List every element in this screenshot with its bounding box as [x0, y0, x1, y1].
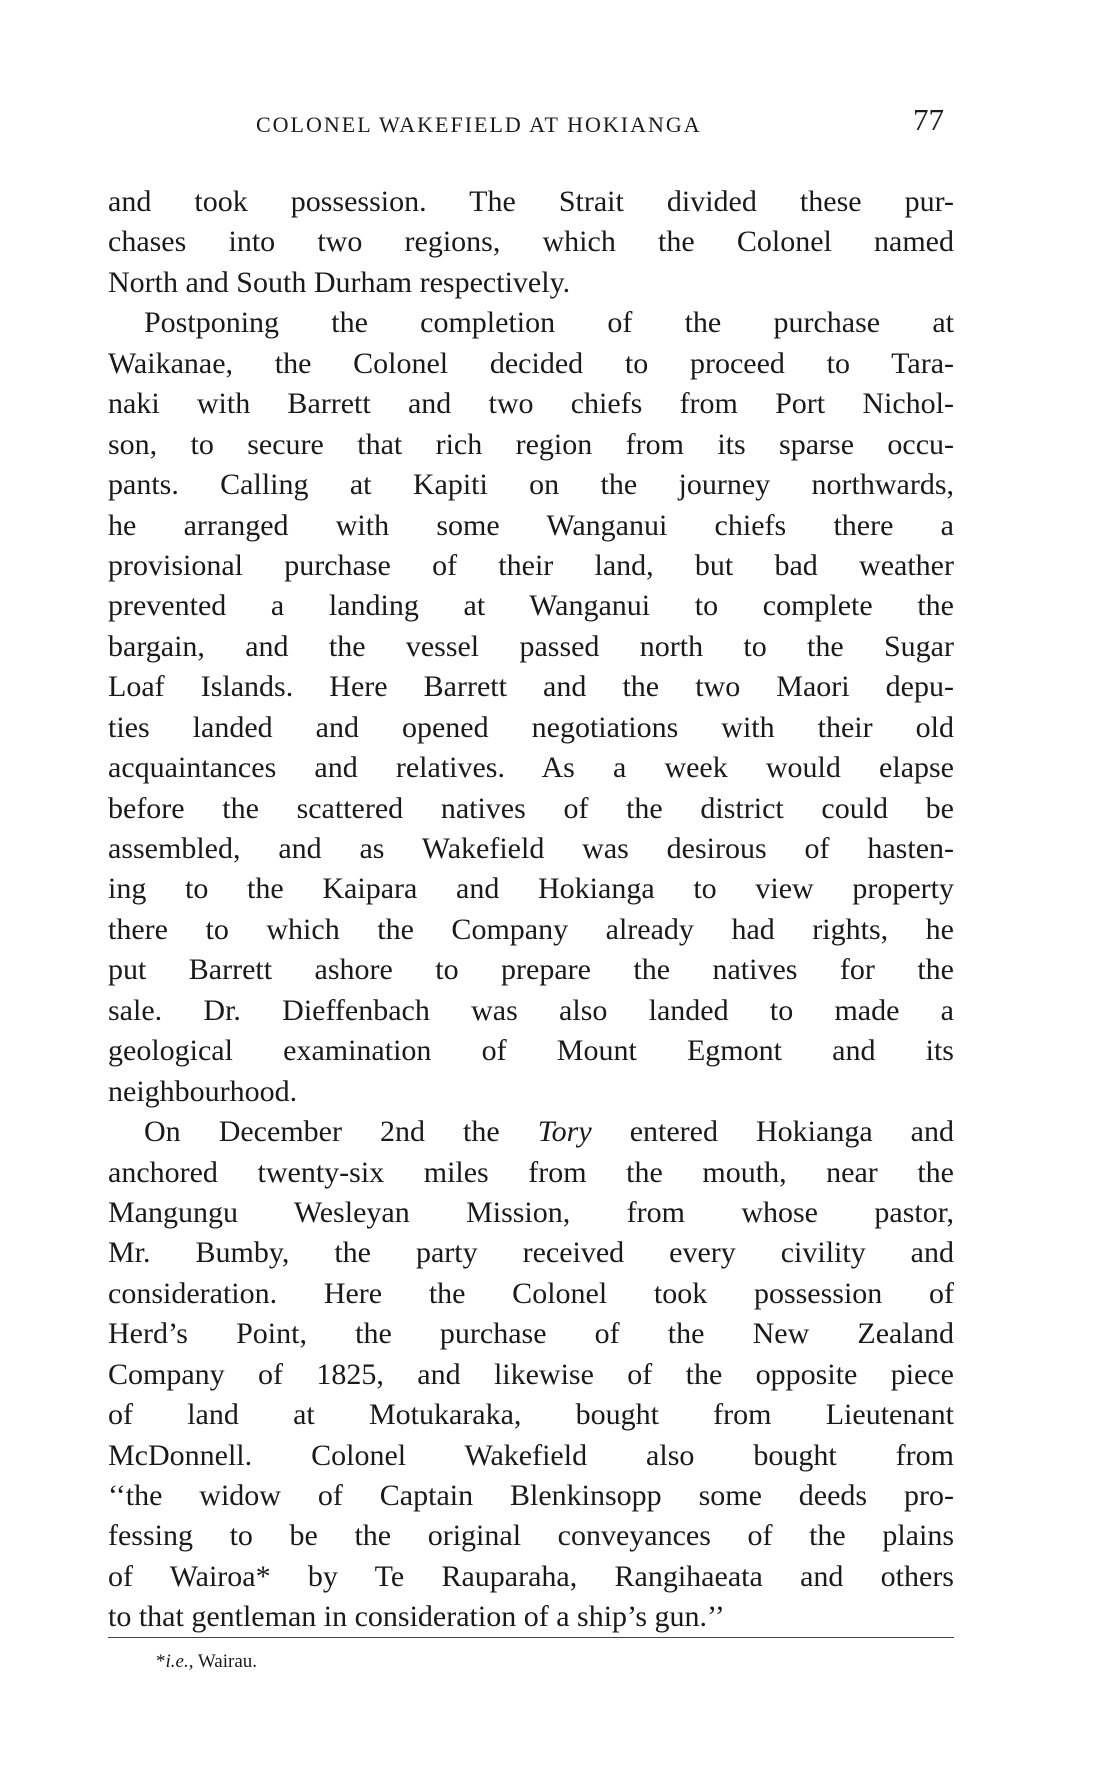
footnote-abbreviation: i.e.,: [165, 1651, 194, 1672]
text-line: geological examination of Mount Egmont and its: [108, 1034, 954, 1068]
text-line: put Barrett ashore to prepare the natives for the: [108, 953, 954, 987]
text-line: chases into two regions, which the Colonel named: [108, 225, 954, 259]
text-line: ties landed and opened negotiations with their old: [108, 710, 954, 744]
text-line: provisional purchase of their land, but bad weather: [108, 548, 954, 582]
text-fragment: entered Hokianga and: [591, 1115, 954, 1149]
text-line: Herd’s Point, the purchase of the New Zealand: [108, 1317, 954, 1351]
text-line: of land at Motukaraka, bought from Lieutenant: [108, 1398, 954, 1432]
text-line: anchored twenty-six miles from the mouth, near the: [108, 1155, 954, 1189]
text-line: Loaf Islands. Here Barrett and the two Maori depu-: [108, 670, 954, 704]
text-line: consideration. Here the Colonel took possession of: [108, 1276, 954, 1310]
text-line: pants. Calling at Kapiti on the journey northwards,: [108, 468, 954, 502]
text-line: Postponing the completion of the purchase at: [144, 306, 954, 340]
page-number: 77: [913, 102, 944, 137]
text-line: he arranged with some Wanganui chiefs there a: [108, 508, 954, 542]
text-line: McDonnell. Colonel Wakefield also bought from: [108, 1438, 954, 1472]
text-line: ing to the Kaipara and Hokianga to view property: [108, 872, 954, 906]
text-line: Company of 1825, and likewise of the opposite piece: [108, 1357, 954, 1391]
text-line: of Wairoa* by Te Rauparaha, Rangihaeata and others: [108, 1559, 954, 1593]
footnote-rule: [108, 1637, 954, 1638]
text-line: before the scattered natives of the district could be: [108, 791, 954, 825]
text-line: assembled, and as Wakefield was desirous of hasten-: [108, 832, 954, 865]
text-line: there to which the Company already had rights, he: [108, 912, 954, 946]
footnote-marker: *: [156, 1651, 166, 1672]
text-line: sale. Dr. Dieffenbach was also landed to made a: [108, 993, 954, 1027]
text-line: son, to secure that rich region from its sparse occu-: [108, 427, 954, 461]
running-head: [108, 102, 958, 142]
footnote-text: Wairau.: [193, 1651, 258, 1672]
text-line: North and South Durham respectively.: [108, 265, 571, 299]
text-line: fessing to be the original conveyances of the plains: [108, 1519, 954, 1553]
body-text: [108, 182, 954, 1638]
text-line: neighbourhood.: [108, 1074, 298, 1108]
text-line: acquaintances and relatives. As a week would elapse: [108, 751, 954, 785]
footnote: [156, 1651, 257, 1673]
text-line: and took possession. The Strait divided these pur-: [108, 185, 954, 218]
text-line: [108, 1112, 954, 1152]
text-line: bargain, and the vessel passed north to the Sugar: [108, 629, 954, 663]
text-line: naki with Barrett and two chiefs from Port Nichol-: [108, 387, 954, 421]
text-line: Mr. Bumby, the party received every civility and: [108, 1236, 954, 1270]
text-line: Mangungu Wesleyan Mission, from whose pastor,: [108, 1195, 954, 1229]
text-line: to that gentleman in consideration of a ship’s gun.’’: [108, 1600, 725, 1634]
running-title: COLONEL WAKEFIELD AT HOKIANGA: [256, 112, 702, 137]
text-fragment: On December 2nd the: [144, 1115, 538, 1149]
text-line: ‘‘the widow of Captain Blenkinsopp some deeds pro-: [108, 1479, 954, 1512]
text-line: prevented a landing at Wanganui to complete the: [108, 589, 954, 623]
text-line: Waikanae, the Colonel decided to proceed to Tara-: [108, 346, 954, 380]
ship-name: Tory: [537, 1115, 592, 1149]
